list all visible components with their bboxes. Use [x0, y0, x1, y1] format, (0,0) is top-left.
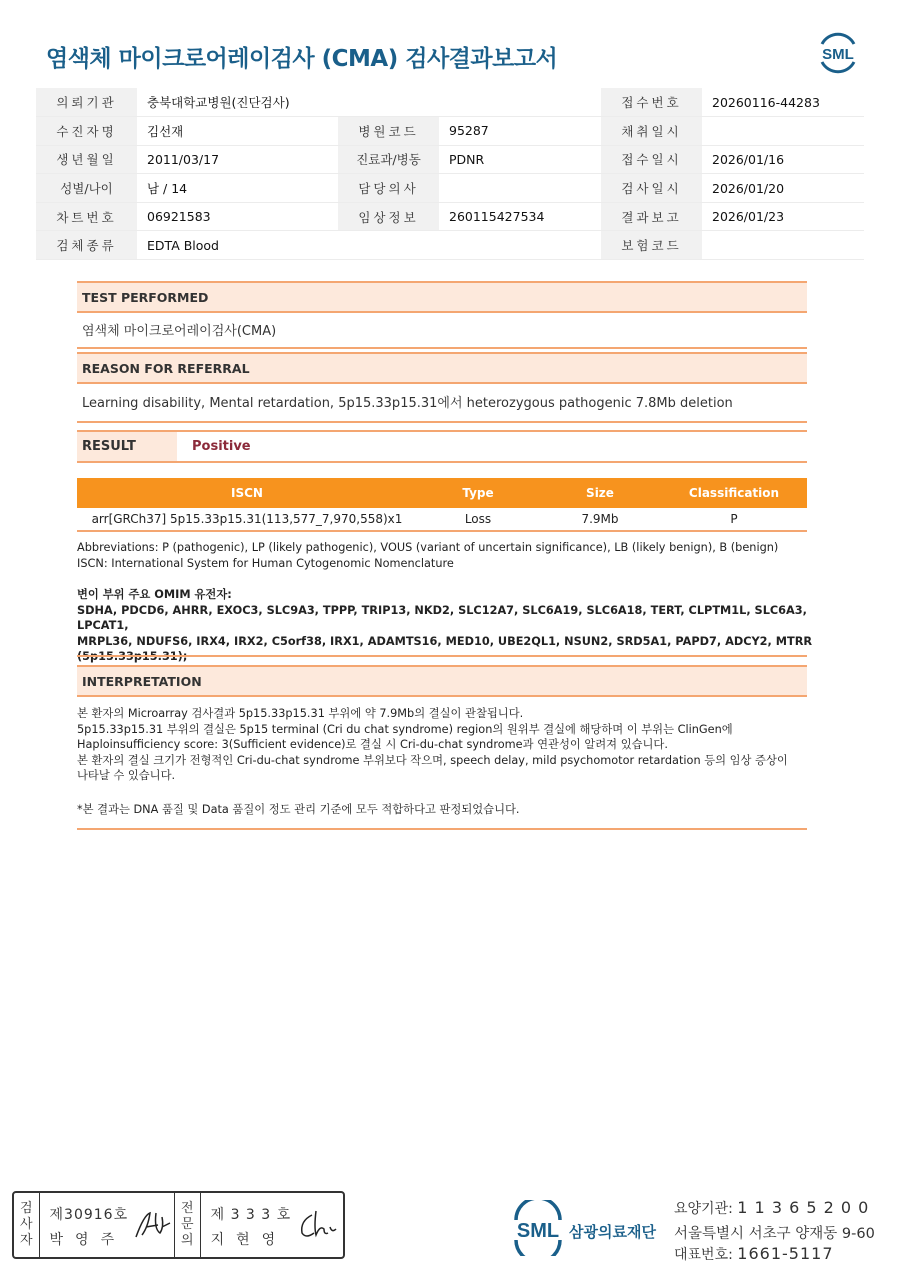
interpretation-section — [77, 655, 807, 697]
info-label: 의뢰기관 — [36, 88, 137, 117]
iscn-table — [77, 478, 807, 532]
result-label: RESULT — [77, 432, 177, 461]
stamp-label-specialist: 전 문 의 — [175, 1193, 201, 1257]
info-label: 보험코드 — [601, 231, 702, 260]
reason-section — [77, 352, 807, 423]
table-cell: Loss — [417, 508, 539, 531]
info-value — [702, 117, 864, 146]
info-value: 2026/01/16 — [702, 145, 864, 174]
info-label: 수진자명 — [36, 117, 137, 146]
info-value: 06921583 — [137, 202, 338, 231]
specialist-name: 지현영 — [210, 1232, 288, 1248]
info-label: 검체종류 — [36, 231, 137, 260]
divider — [77, 828, 807, 830]
section-header: TEST PERFORMED — [77, 281, 807, 313]
info-label: 진료과/병동 — [338, 145, 439, 174]
info-label: 검사일시 — [601, 174, 702, 203]
table-row — [77, 508, 807, 531]
info-value: 260115427534 — [439, 202, 601, 231]
column-header: Type — [417, 478, 539, 508]
info-label: 차트번호 — [36, 202, 137, 231]
interpretation-line: 5p15.33p15.31 부위의 결실은 5p15 terminal (Cri du chat syndrome) region의 원위부 결실에 해당하며 이 부위는 ClinGen에 — [77, 722, 733, 736]
info-label: 성별/나이 — [36, 174, 137, 203]
patient-info-table — [36, 88, 864, 260]
quality-note: *본 결과는 DNA 품질 및 Data 품질이 정도 관리 기준에 모두 적합하다고 판정되었습니다. — [77, 803, 520, 816]
info-value: 김선재 — [137, 117, 338, 146]
divider — [77, 655, 807, 665]
omim-genes — [77, 587, 817, 665]
info-label: 접수번호 — [601, 88, 702, 117]
section-header: INTERPRETATION — [77, 665, 807, 697]
info-value: 95287 — [439, 117, 601, 146]
info-value: 20260116-44283 — [702, 88, 864, 117]
report-title: 염색체 마이크로어레이검사 (CMA) 검사결과보고서 — [46, 46, 558, 72]
info-value: PDNR — [439, 145, 601, 174]
info-value: 2011/03/17 — [137, 145, 338, 174]
abbreviations — [77, 540, 817, 571]
table-cell: 7.9Mb — [539, 508, 661, 531]
section-body: 염색체 마이크로어레이검사(CMA) — [77, 313, 807, 349]
omim-title: 변이 부위 주요 OMIM 유전자: — [77, 588, 232, 601]
interpretation-body — [77, 706, 817, 784]
interpretation-line: Haploinsufficiency score: 3(Sufficient evidence)로 결실 시 Cri-du-chat syndrome과 연관성이 알려져 있습니다. — [77, 738, 668, 751]
info-row — [36, 202, 864, 231]
svg-text:SML: SML — [516, 1220, 560, 1242]
tester-block — [40, 1193, 176, 1257]
info-label: 결과보고 — [601, 202, 702, 231]
info-row — [36, 117, 864, 146]
column-header: Classification — [661, 478, 807, 508]
result-row — [77, 430, 807, 463]
interpretation-line: 나타날 수 있습니다. — [77, 769, 176, 782]
omim-line: SDHA, PDCD6, AHRR, EXOC3, SLC9A3, TPPP, TRIP13, NKD2, SLC12A7, SLC6A19, SLC6A18, TERT, CLPTM1L, SLC6A3, LPCAT1, — [77, 603, 807, 632]
omim-line: MRPL36, NDUFS6, IRX4, IRX2, C5orf38, IRX1, ADAMTS16, MED10, UBE2QL1, NSUN2, SRD5A1, PAPD7, ADCY2, MTRR — [77, 634, 813, 648]
info-value — [439, 174, 601, 203]
section-body: Learning disability, Mental retardation, 5p15.33p15.31에서 heterozygous pathogenic 7.8Mb deletion — [77, 384, 807, 423]
info-row — [36, 88, 864, 117]
info-value: 2026/01/20 — [702, 174, 864, 203]
info-value: 남 / 14 — [137, 174, 338, 203]
table-cell: arr[GRCh37] 5p15.33p15.31(113,577_7,970,558)x1 — [77, 508, 417, 531]
info-label: 채취일시 — [601, 117, 702, 146]
tester-signature — [132, 1207, 172, 1245]
address: 서울특별시 서초구 양재동 9-60 — [674, 1226, 875, 1242]
column-header: Size — [539, 478, 661, 508]
signature-stamp — [12, 1191, 345, 1259]
abbreviation-line: Abbreviations: P (pathogenic), LP (likely pathogenic), VOUS (variant of uncertain significance), LB (likely benign), B (benign) — [77, 541, 779, 554]
specialist-signature — [296, 1207, 340, 1245]
org-name: 삼광의료재단 — [569, 1223, 656, 1241]
specialist-number: 제 3 3 3 호 — [210, 1207, 292, 1223]
info-label: 담당의사 — [338, 174, 439, 203]
info-label: 병원코드 — [338, 117, 439, 146]
info-row — [36, 231, 864, 260]
abbreviation-line: ISCN: International System for Human Cytogenomic Nomenclature — [77, 556, 454, 570]
table-header-row — [77, 478, 807, 508]
info-row — [36, 174, 864, 203]
info-value — [702, 231, 864, 260]
svg-text:SML: SML — [822, 46, 854, 63]
tester-name: 박영주 — [49, 1232, 127, 1248]
phone: 대표번호: 1661-5117 — [674, 1244, 834, 1263]
facility-code: 요양기관: 1 1 3 6 5 2 0 0 — [674, 1198, 870, 1217]
info-value: EDTA Blood — [137, 231, 601, 260]
specialist-block — [201, 1193, 343, 1257]
omim-line: (5p15.33p15.31); — [77, 650, 188, 663]
stamp-label-tester: 검 사 자 — [14, 1193, 40, 1257]
info-row — [36, 145, 864, 174]
info-label: 접수일시 — [601, 145, 702, 174]
result-value: Positive — [192, 439, 251, 454]
sml-logo-top — [814, 30, 862, 76]
interpretation-line: 본 환자의 결실 크기가 전형적인 Cri-du-chat syndrome 부위보다 작으며, speech delay, mild psychomotor retardation 등의 임상 증상이 — [77, 753, 788, 767]
test-performed-section — [77, 281, 807, 349]
info-value: 충북대학교병원(진단검사) — [137, 88, 601, 117]
interpretation-line: 본 환자의 Microarray 검사결과 5p15.33p15.31 부위에 약 7.9Mb의 결실이 관찰됩니다. — [77, 707, 524, 720]
tester-number: 제30916호 — [49, 1207, 129, 1223]
table-cell: P — [661, 508, 807, 531]
section-header: REASON FOR REFERRAL — [77, 352, 807, 384]
info-label: 생년월일 — [36, 145, 137, 174]
column-header: ISCN — [77, 478, 417, 508]
info-value: 2026/01/23 — [702, 202, 864, 231]
info-label: 임상정보 — [338, 202, 439, 231]
